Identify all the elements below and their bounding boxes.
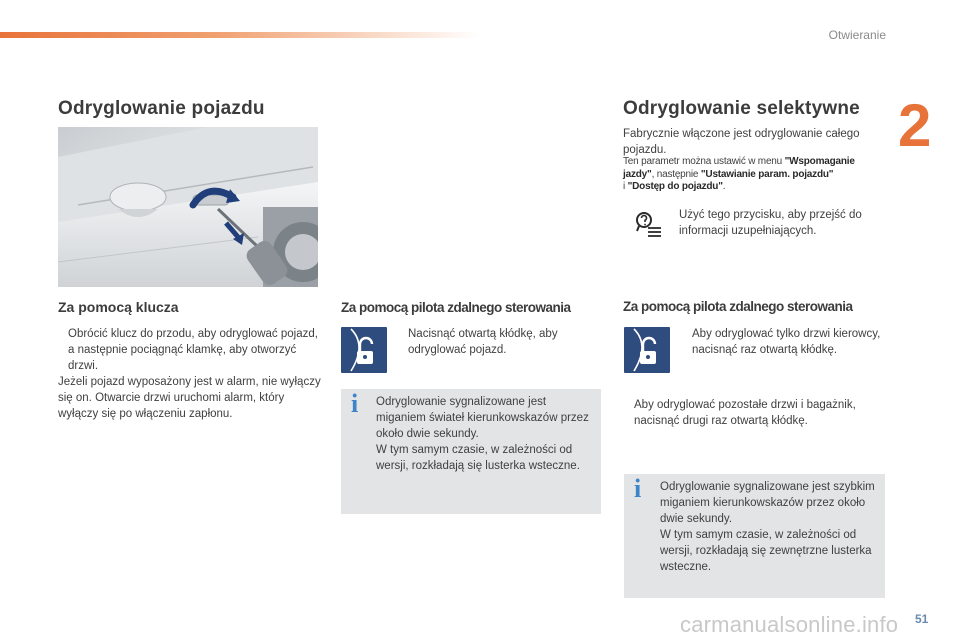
selective-info-text: Odryglowanie sygnalizowane jest szybkim miganiem kierunkowskazów przez około dwie sekundy. W tym samym czasie, w zależności od wersji, rozkładają się zewnętrzne lusterka wsteczne. <box>660 481 875 573</box>
selective-remote-heading: Za pomocą pilota zdalnego sterowania <box>623 299 853 314</box>
param-text: i <box>623 181 628 192</box>
remote-bullet-text: Nacisnąć otwartą kłódkę, aby odryglować pojazd. <box>408 328 558 356</box>
car-door-key-illustration <box>58 127 318 287</box>
key-bullet <box>58 326 323 374</box>
selective-intro: Fabrycznie włączone jest odryglowanie całego pojazdu. <box>623 128 860 156</box>
param-text: Ten parametr można ustawić w menu <box>623 156 785 167</box>
info-icon: i <box>351 389 359 418</box>
remote-bullet <box>398 326 598 358</box>
header-accent-bar <box>0 32 480 38</box>
remote-unlock-icon <box>341 327 387 373</box>
remote-heading: Za pomocą pilota zdalnego sterowania <box>341 300 571 315</box>
key-alarm-note: Jeżeli pojazd wyposażony jest w alarm, nie wyłączy się on. Otwarcie drzwi uruchomi alarm, który wyłączy się po włączeniu zapłonu. <box>58 376 321 420</box>
selective-bullet-others <box>624 397 869 429</box>
key-bullet-text: Obrócić klucz do przodu, aby odryglować pojazd, a następnie pociągnąć klamkę, aby otworzyć drzwi. <box>68 328 318 372</box>
selective-remote-unlock-icon <box>624 327 670 373</box>
key-heading: Za pomocą klucza <box>58 299 179 315</box>
param-menu-2: "Ustawianie param. pojazdu" <box>700 168 834 180</box>
chapter-number: 2 <box>898 92 932 159</box>
section-label: Otwieranie <box>828 28 886 42</box>
help-text: Użyć tego przycisku, aby przejść do informacji uzupełniających. <box>679 209 862 237</box>
left-title: Odryglowanie pojazdu <box>58 98 265 119</box>
page-number: 51 <box>915 612 929 626</box>
selective-param-note <box>623 156 885 194</box>
param-menu-1: "Wspomaganie jazdy" <box>623 156 855 180</box>
param-text: , następnie <box>651 168 701 180</box>
selective-bullet-driver <box>682 326 882 358</box>
watermark: carmanualsonline.info <box>680 612 899 637</box>
selective-bullet-others-text: Aby odryglować pozostałe drzwi i bagażnik, nacisnąć drugi raz otwartą kłódkę. <box>634 399 856 427</box>
remote-info-text: Odryglowanie sygnalizowane jest miganiem świateł kierunkowskazów przez około dwie sekundy. W tym samym czasie, w zależności od wersji, rozkładają się lusterka wsteczne. <box>376 396 589 472</box>
remote-info-box <box>341 389 601 514</box>
param-text: . <box>722 181 726 192</box>
selective-info-box <box>624 474 885 598</box>
right-title: Odryglowanie selektywne <box>623 98 860 119</box>
param-menu-3: "Dostęp do pojazdu" <box>627 181 723 192</box>
info-icon: i <box>634 474 642 503</box>
selective-bullet-driver-text: Aby odryglować tylko drzwi kierowcy, nacisnąć raz otwartą kłódkę. <box>692 328 881 356</box>
help-button-icon <box>634 210 664 242</box>
